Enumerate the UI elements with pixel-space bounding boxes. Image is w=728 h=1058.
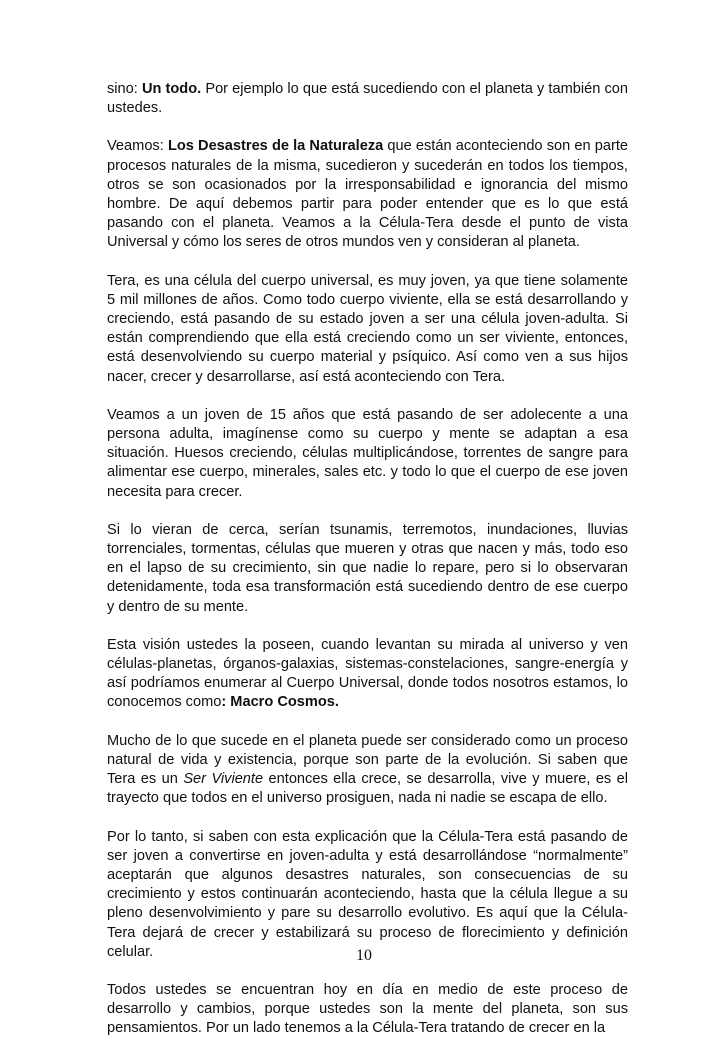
text-run: Veamos a un joven de 15 años que está pasando de ser adolecente a una persona adulta, imagínense como su cuerpo y mente se adaptan a esa situación. Huesos creciendo, células multiplicándose, torrentes de sangre para alimentar ese cuerpo, minerales, sales etc. y todo lo que el cuerpo de ese joven necesita para crecer.: [107, 406, 628, 500]
text-run: sino:: [107, 81, 142, 97]
text-run: Por ejemplo lo que está sucediendo con el planeta y también con ustedes.: [107, 81, 628, 117]
paragraph: [107, 406, 628, 502]
bold-text-run: : Macro Cosmos.: [221, 694, 339, 711]
text-run: que están aconteciendo son en parte procesos naturales de la misma, sucedieron y sucederán en todos los tiempos, otros se son ocasionados por la irresponsabilidad e ignorancia del mismo hombre. De aquí debemos partir para poder entender que es lo que está pasando con el planeta. Veamos a la Célula-Tera desde el punto de vista Universal y cómo los seres de otros mundos ven y consideran al planeta.: [107, 138, 629, 251]
text-run: Mucho de lo que sucede en el planeta puede ser considerado como un proceso natural de vida y existencia, porque son parte de la evolución. Si saben que Tera es un: [107, 732, 628, 788]
paragraph: [107, 80, 628, 118]
text-run: Por lo tanto, si saben con esta explicación que la Célula-Tera está pasando de ser joven a convertirse en joven-adulta y está desarrollándose “normalmente” aceptarán que algunos desastres naturales, son consecuencias de su crecimiento y estos continuarán aconteciendo, hasta que la célula llegue a su pleno desenvolvimiento y pare su desarrollo evolutivo. Es aquí que la Célula-Tera dejará de crecer y estabilizará su proceso de florecimiento y definición celular.: [107, 828, 628, 960]
bold-text-run: Los Desastres de la Naturaleza: [167, 138, 384, 155]
text-run: Tera, es una célula del cuerpo universal, es muy joven, ya que tiene solamente 5 mil millones de años. Como todo cuerpo viviente, ella se está desarrollando y creciendo, está pasando de su estado joven a ser una célula joven-adulta. Si están comprendiendo que ella está creciendo como un ser viviente, entonces, está desenvolviendo su cuerpo material y psíquico. Así como ven a sus hijos nacer, crecer y desarrollarse, así está aconteciendo con Tera.: [107, 272, 628, 385]
italic-text-run: Ser Viviente: [183, 771, 264, 788]
page-number: 10: [356, 947, 372, 964]
paragraph: [107, 828, 628, 962]
text-run: entonces ella crece, se desarrolla, vive y muere, es el trayecto que todos en el universo prosiguen, nada ni nadie se escapa de ello.: [107, 771, 629, 807]
paragraph: [107, 137, 628, 252]
paragraph: [107, 732, 628, 809]
text-run: Todos ustedes se encuentran hoy en día en medio de este proceso de desarrollo y cambios, porque ustedes son la mente del planeta, son sus pensamientos. Por un lado tenemos a la Célula-Tera tratando de crecer en la: [107, 981, 628, 1037]
document-body: [107, 80, 628, 1058]
bold-text-run: Un todo.: [141, 81, 202, 97]
paragraph: [107, 521, 628, 617]
text-run: Esta visión ustedes la poseen, cuando levantan su mirada al universo y ven células-planetas, órganos-galaxias, sistemas-constelaciones, sangre-energía y así podríamos enumerar al Cuerpo Universal, donde todos nosotros estamos, lo conocemos como: [107, 636, 628, 711]
paragraph: [107, 272, 628, 387]
text-run: Veamos:: [107, 138, 168, 155]
text-run: Si lo vieran de cerca, serían tsunamis, terremotos, inundaciones, lluvias torrenciales, tormentas, células que mueren y otras que nacen y más, todo eso en el lapso de su crecimiento, sin que nadie lo repare, pero si lo observaran detenidamente, toda esa transformación está sucediendo dentro de ese cuerpo y dentro de su mente.: [107, 521, 628, 615]
paragraph: [107, 636, 628, 713]
